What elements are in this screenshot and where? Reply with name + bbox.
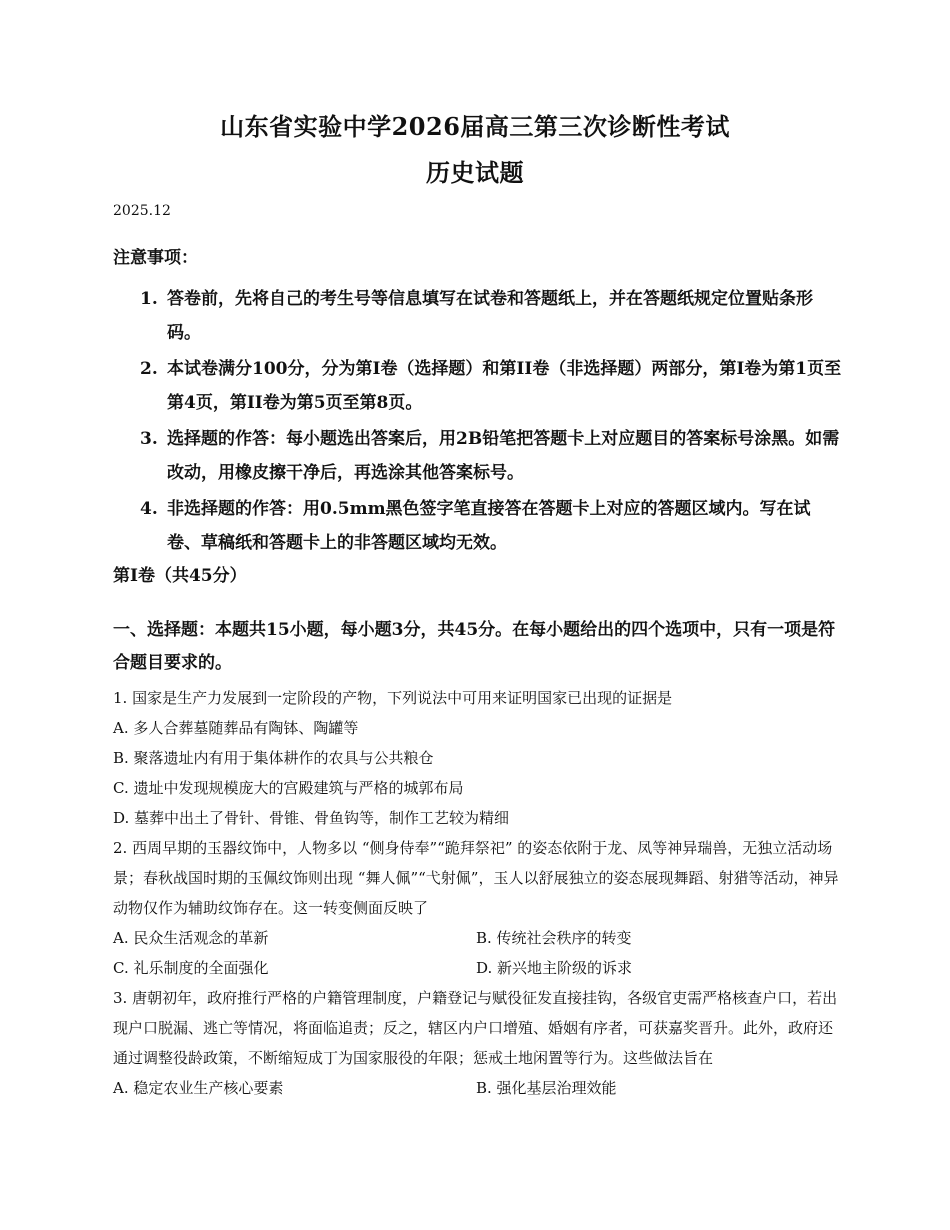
option-a: A. 稳定农业生产核心要素 (113, 1079, 284, 1097)
option-a: A. 多人合葬墓随葬品有陶钵、陶罐等 (113, 719, 359, 737)
option-row (113, 953, 845, 983)
option-b: B. 聚落遗址内有用于集体耕作的农具与公共粮仓 (113, 749, 434, 767)
notice-item-number: 4. (140, 499, 158, 519)
exam-subject-title: 历史试题 (426, 158, 524, 187)
notice-item (113, 422, 843, 490)
section-heading: 第I卷（共45分） (113, 566, 247, 586)
notice-item-number: 1. (140, 289, 158, 309)
option-c: C. 遗址中发现规模庞大的宫殿建筑与严格的城郭布局 (113, 779, 464, 797)
notice-item (113, 492, 843, 560)
option-b: B. 传统社会秩序的转变 (476, 929, 632, 947)
option-d: D. 新兴地主阶级的诉求 (476, 959, 633, 977)
question-1 (113, 683, 845, 833)
part-heading: 一、选择题：本题共15小题，每小题3分，共45分。在每小题给出的四个选项中，只有一项是符合题目要求的。 (113, 620, 836, 673)
question-2 (113, 833, 845, 983)
notice-item-text: 选择题的作答：每小题选出答案后，用2B铅笔把答题卡上对应题目的答案标号涂黑。如需改动，用橡皮擦干净后，再选涂其他答案标号。 (167, 429, 840, 483)
question-stem: 3. 唐朝初年，政府推行严格的户籍管理制度，户籍登记与赋役征发直接挂钩，各级官吏需严格核查户口，若出现户口脱漏、逃亡等情况，将面临追责；反之，辖区内户口增殖、婚姻有序者，可获嘉奖晋升。此外，政府还通过调整役龄政策，不断缩短成丁为国家服役的年限；惩戒土地闲置等行为。这些做法旨在 (113, 989, 838, 1067)
notice-item (113, 282, 843, 350)
option-row (113, 923, 845, 953)
option-a: A. 民众生活观念的革新 (113, 929, 269, 947)
question-list (113, 683, 845, 1103)
option-d: D. 墓葬中出土了骨针、骨锥、骨鱼钩等，制作工艺较为精细 (113, 809, 510, 827)
exam-title: 山东省实验中学2026届高三第三次诊断性考试 (220, 112, 730, 141)
notice-item-number: 2. (140, 359, 158, 379)
notice-item-number: 3. (140, 429, 158, 449)
notice-item-text: 非选择题的作答：用0.5mm黑色签字笔直接答在答题卡上对应的答题区域内。写在试卷、草稿纸和答题卡上的非答题区域均无效。 (167, 499, 811, 553)
notice-heading: 注意事项： (113, 248, 198, 268)
notice-item-text: 本试卷满分100分，分为第I卷（选择题）和第II卷（非选择题）两部分，第I卷为第1页至第4页，第II卷为第5页至第8页。 (167, 359, 842, 413)
option-b: B. 强化基层治理效能 (476, 1079, 617, 1097)
exam-date: 2025.12 (113, 203, 171, 219)
question-stem: 1. 国家是生产力发展到一定阶段的产物，下列说法中可用来证明国家已出现的证据是 (113, 689, 673, 707)
notice-item (113, 352, 843, 420)
notice-list (113, 282, 843, 562)
notice-item-text: 答卷前，先将自己的考生号等信息填写在试卷和答题纸上，并在答题纸规定位置贴条形码。 (167, 289, 813, 343)
option-c: C. 礼乐制度的全面强化 (113, 959, 269, 977)
question-3 (113, 983, 845, 1103)
question-stem: 2. 西周早期的玉器纹饰中，人物多以 “侧身侍奉”“跪拜祭祀” 的姿态依附于龙、凤等神异瑞兽，无独立活动场景；春秋战国时期的玉佩纹饰则出现 “舞人佩”“弋射佩”，玉人以舒展独立的姿态展现舞蹈、射猎等活动，神异动物仅作为辅助纹饰存在。这一转变侧面反映了 (113, 839, 839, 917)
option-row (113, 1073, 845, 1103)
